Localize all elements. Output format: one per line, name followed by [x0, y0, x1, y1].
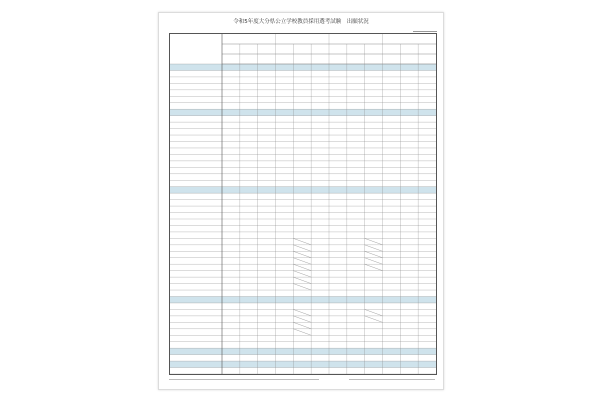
- subtotal-row: [170, 297, 436, 303]
- document-title: 令和5年度大分県公立学校教員採用選考試験 出願状況: [233, 19, 369, 25]
- document-page: [158, 12, 444, 390]
- empty-cell-strike: [365, 238, 383, 244]
- date-stamp: [413, 27, 437, 32]
- empty-cell-strike: [293, 277, 311, 283]
- subtotal-row: [170, 187, 436, 193]
- empty-cell-strike: [293, 251, 311, 257]
- statistics-table: [169, 33, 437, 375]
- empty-cell-strike: [293, 238, 311, 244]
- footnote-line: [169, 379, 319, 380]
- footnote-line: [349, 379, 435, 380]
- empty-cell-strike: [293, 271, 311, 277]
- empty-cell-strike: [365, 316, 383, 322]
- subtotal-row: [170, 64, 436, 70]
- empty-cell-strike: [365, 251, 383, 257]
- footnote-area: [169, 377, 435, 385]
- empty-cell-strike: [293, 264, 311, 270]
- empty-cell-strike: [365, 264, 383, 270]
- subtotal-row: [170, 361, 436, 367]
- empty-cell-strike: [365, 258, 383, 264]
- empty-cell-strike: [293, 258, 311, 264]
- empty-cell-strike: [293, 329, 311, 335]
- table-grid: [170, 34, 436, 374]
- subtotal-row: [170, 348, 436, 354]
- empty-cell-strike: [365, 245, 383, 251]
- subtotal-row: [170, 109, 436, 115]
- empty-cell-strike: [293, 284, 311, 290]
- empty-cell-strike: [293, 322, 311, 328]
- empty-cell-strike: [293, 245, 311, 251]
- empty-cell-strike: [293, 309, 311, 315]
- empty-cell-strike: [293, 316, 311, 322]
- empty-cell-strike: [365, 309, 383, 315]
